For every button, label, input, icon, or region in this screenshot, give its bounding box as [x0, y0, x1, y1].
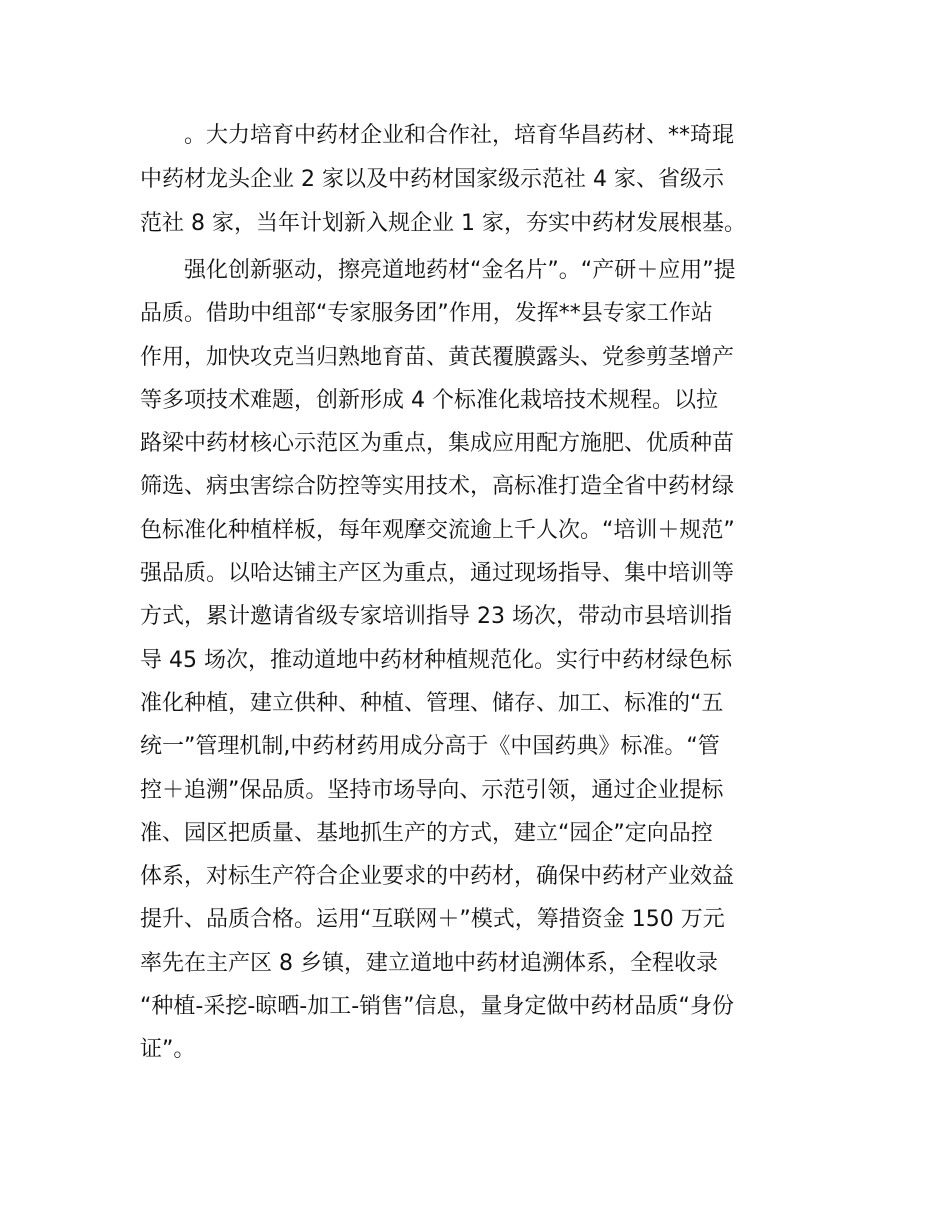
paragraph-line: 准化种植，建立供种、种植、管理、储存、加工、标准的“五 [140, 690, 724, 716]
paragraph-line: 提升、品质合格。运用“互联网＋”模式，筹措资金 150 万元 [140, 907, 725, 933]
paragraph-line: 色标准化种植样板，每年观摩交流逾上千人次。“培训＋规范” [140, 517, 735, 543]
paragraph-line: 强品质。以哈达铺主产区为重点，通过现场指导、集中培训等 [140, 561, 735, 587]
paragraph-1 [140, 114, 820, 246]
paragraph-line: 方式，累计邀请省级专家培训指导 23 场次，带动市县培训指 [140, 604, 732, 630]
paragraph-line: 准、园区把质量、基地抓生产的方式，建立“园企”定向品控 [140, 820, 713, 846]
paragraph-line: 范社 8 家，当年计划新入规企业 1 家，夯实中药材发展根基。 [140, 211, 746, 236]
paragraph-line: 导 45 场次，推动道地中药材种植规范化。实行中药材绿色标 [140, 647, 732, 673]
paragraph-line: 路梁中药材核心示范区为重点，集成应用配方施肥、优质种苗 [140, 431, 735, 457]
paragraph-line: 统一”管理机制,中药材药用成分高于《中国药典》标准。“管 [140, 734, 720, 760]
paragraph-line: 控＋追溯”保品质。坚持市场导向、示范引领，通过企业提标 [140, 777, 724, 803]
paragraph-line: 证”。 [140, 1037, 196, 1063]
body-text [140, 114, 820, 1072]
paragraph-line: 品质。借助中组部“专家服务团”作用，发挥**县专家工作站 [140, 301, 713, 327]
paragraph-line: 体系，对标生产符合企业要求的中药材，确保中药材产业效益 [140, 864, 735, 890]
paragraph-line: “种植-采挖-晾晒-加工-销售”信息，量身定做中药材品质“身份 [140, 994, 734, 1020]
paragraph-line: 作用，加快攻克当归熟地育苗、黄芪覆膜露头、党参剪茎增产 [140, 344, 735, 370]
paragraph-line: 率先在主产区 8 乡镇，建立道地中药材追溯体系，全程收录 [140, 950, 718, 976]
paragraph-line: 中药材龙头企业 2 家以及中药材国家级示范社 4 家、省级示 [140, 167, 724, 192]
paragraph-line: 筛选、病虫害综合防控等实用技术，高标准打造全省中药材绿 [140, 474, 735, 500]
paragraph-line: 等多项技术难题，创新形成 4 个标准化栽培技术规程。以拉 [140, 387, 718, 413]
paragraph-2 [140, 249, 820, 1072]
paragraph-line: 强化创新驱动，擦亮道地药材“金名片”。“产研＋应用”提 [184, 258, 736, 283]
paragraph-line: 。大力培育中药材企业和合作社，培育华昌药材、**琦琨 [184, 123, 735, 148]
